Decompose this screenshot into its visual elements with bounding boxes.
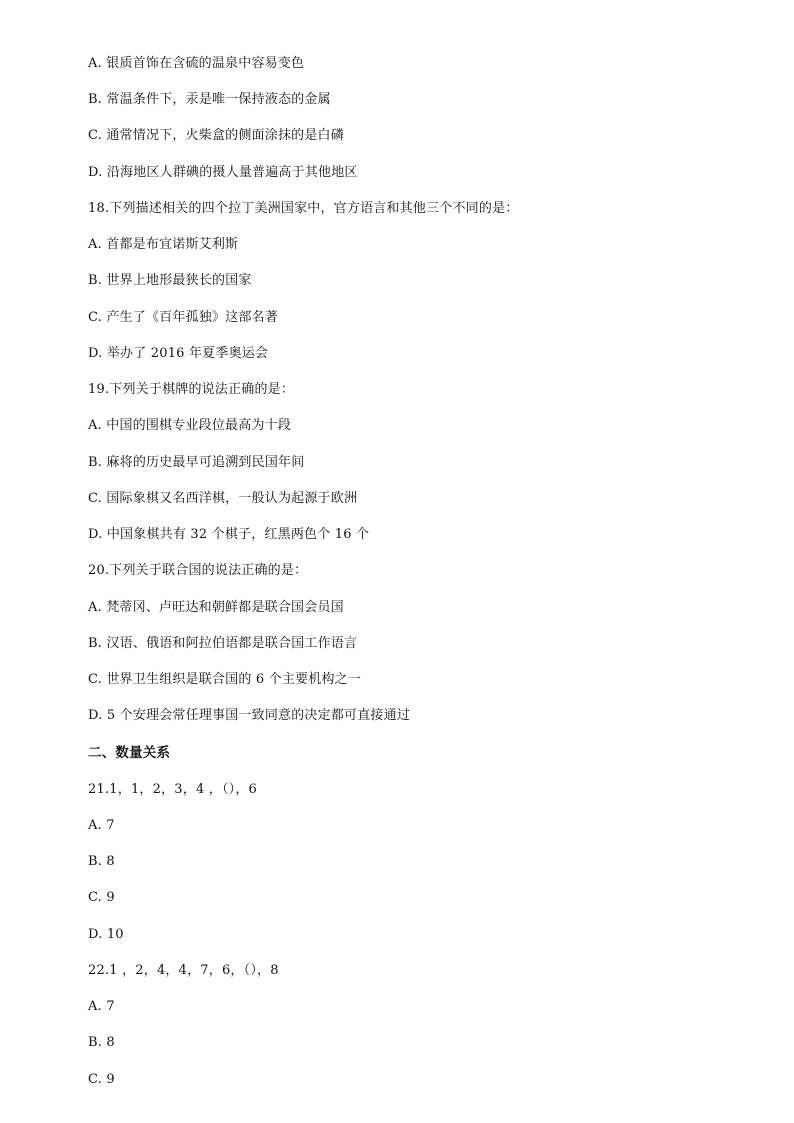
option-a-text: A. 银质首饰在含硫的温泉中容易变色	[88, 56, 305, 71]
question-19: 19.下列关于棋牌的说法正确的是：	[88, 382, 295, 397]
option-c-text: C. 国际象棋又名西洋棋，一般认为起源于欧洲	[88, 491, 358, 506]
option-b-text: B. 汉语、俄语和阿拉伯语都是联合国工作语言	[88, 636, 358, 651]
option-c-text: C. 9	[88, 890, 115, 905]
option-b-text: B. 8	[88, 854, 115, 869]
option-c-text: C. 通常情况下，火柴盒的侧面涂抹的是白磷	[88, 128, 344, 143]
option-a-text: A. 7	[88, 999, 115, 1014]
option-a-text: A. 首都是布宜诺斯艾利斯	[88, 237, 239, 252]
option-b-text: B. 8	[88, 1035, 115, 1050]
option-a-text: A. 梵蒂冈、卢旺达和朝鲜都是联合国会员国	[88, 600, 344, 615]
option-c-text: C. 世界卫生组织是联合国的 6 个主要机构之一	[88, 672, 362, 687]
question-22: 22.1 ，2，4，4，7，6，（），8	[88, 963, 279, 978]
option-d-text: D. 5 个安理会常任理事国一致同意的决定都可直接通过	[88, 708, 411, 723]
option-b-text: B. 世界上地形最狭长的国家	[88, 273, 252, 288]
question-21: 21.1，1，2，3，4 ，（），6	[88, 782, 258, 797]
question-20: 20.下列关于联合国的说法正确的是：	[88, 563, 308, 578]
option-d-text: D. 举办了 2016 年夏季奥运会	[88, 346, 269, 361]
option-d-text: D. 10	[88, 927, 124, 942]
section-heading: 二、数量关系	[88, 745, 171, 761]
option-b-text: B. 常温条件下，汞是唯一保持液态的金属	[88, 92, 331, 107]
question-18: 18.下列描述相关的四个拉丁美洲国家中，官方语言和其他三个不同的是：	[88, 201, 519, 216]
option-d-text: D. 中国象棋共有 32 个棋子，红黑两色个 16 个	[88, 527, 370, 542]
option-b-text: B. 麻将的历史最早可追溯到民国年间	[88, 455, 305, 470]
option-a-text: A. 中国的围棋专业段位最高为十段	[88, 418, 292, 433]
option-c-text: C. 产生了《百年孤独》这部名著	[88, 310, 278, 325]
option-d-text: D. 沿海地区人群碘的摄人量普遍高于其他地区	[88, 165, 358, 180]
option-c-text: C. 9	[88, 1072, 115, 1087]
option-a-text: A. 7	[88, 818, 115, 833]
